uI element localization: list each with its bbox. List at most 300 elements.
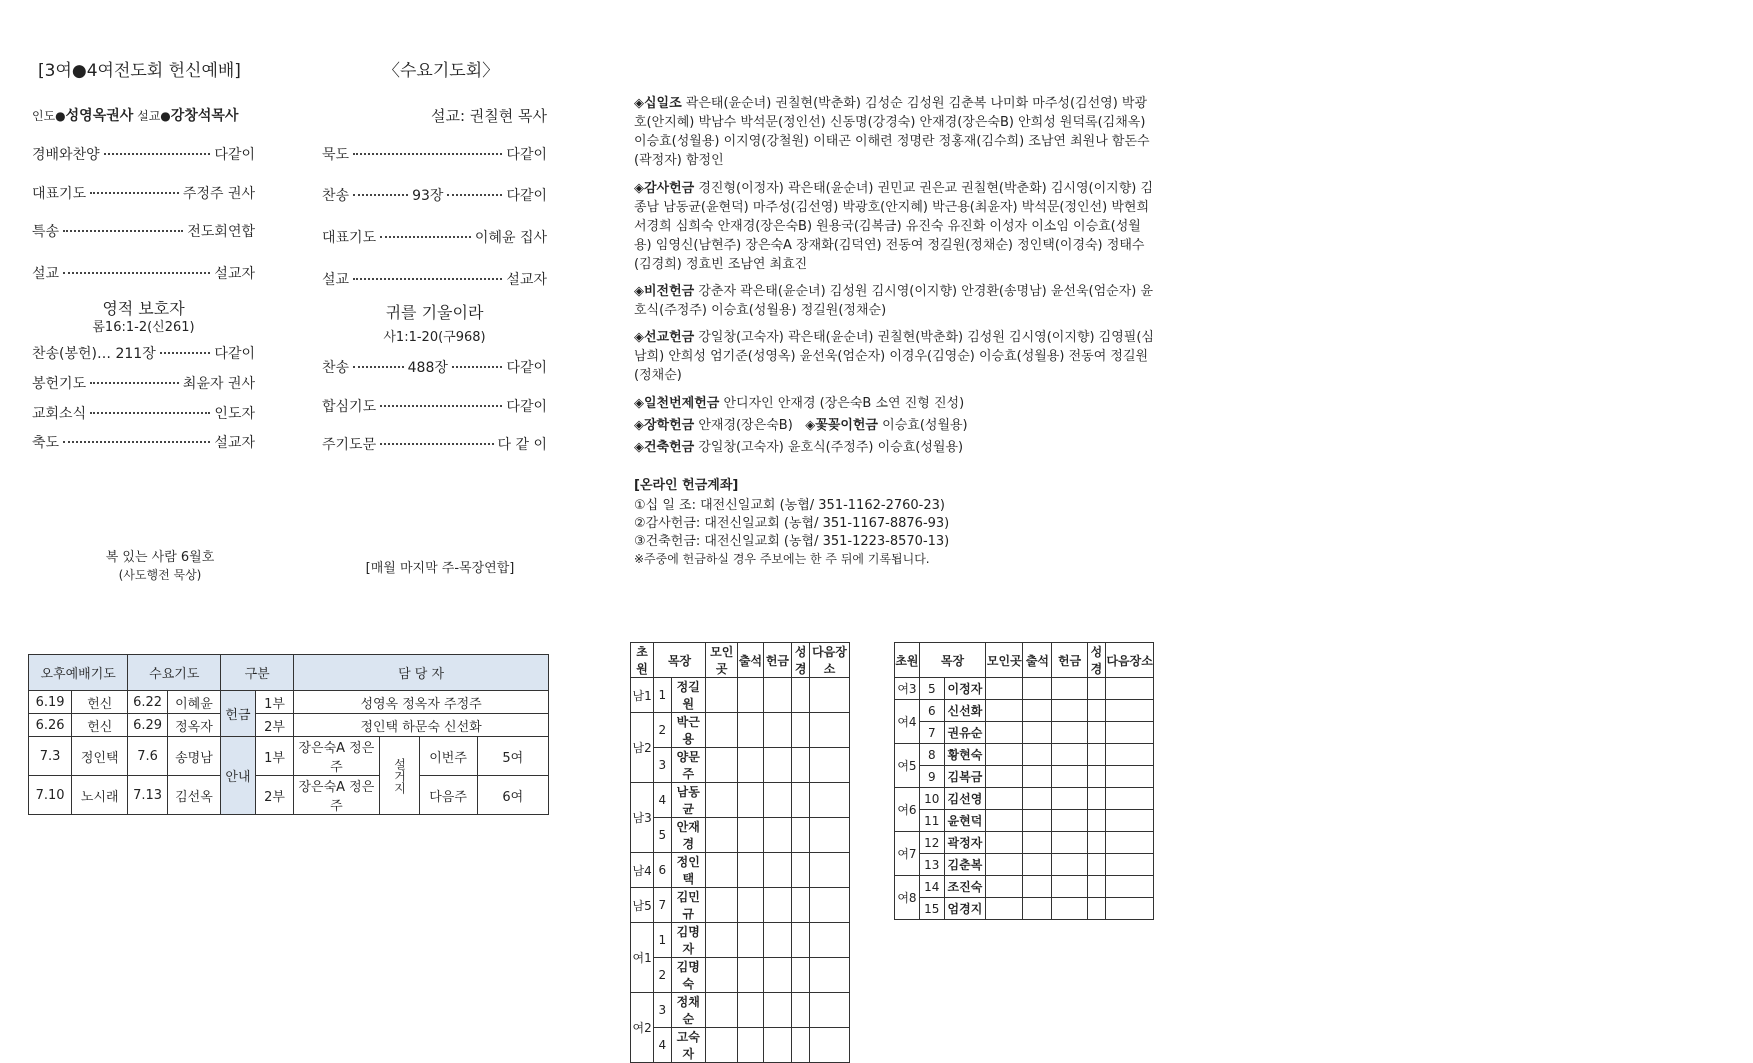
leader-name-cell: 김명숙 (671, 958, 705, 993)
offering-names: 경진형(이정자) 곽은태(윤순녀) 권민교 권은교 권칠현(박춘화) 김시영(이지향) 김종남 남동균(윤현덕) 마주성(김선영) 박광호(안지혜) 박근용(최윤자) 박석문(정인선) 박현희 서경희 심희숙 안재경(장은숙B) 원용국(김복금) 유진숙 유진화 이성자 이소임 이승효(성월용) 임영신(남현주) 장은숙A 장재화(김덕연) 전동여 정길원(정채순) 정인택(이경숙) 정태수(김경희) 정효빈 조남연 최효진 (634, 181, 1154, 272)
header-cell-group: 목장 (919, 643, 985, 678)
blank-entry-cell (1023, 700, 1052, 722)
blank-entry-cell (809, 1028, 849, 1063)
order-row (32, 183, 255, 203)
blank-entry-cell (1087, 854, 1106, 876)
table-row (631, 993, 850, 1028)
blank-entry-cell (705, 818, 738, 853)
group-number-cell: 3 (654, 748, 671, 783)
offering-scholarship (634, 416, 1154, 435)
sermon-name: 강창석목사 (170, 108, 239, 124)
blank-entry-cell (738, 993, 763, 1028)
blank-entry-cell (738, 1028, 763, 1063)
order-label: 봉헌기도 (32, 376, 87, 392)
table-row (895, 876, 1154, 898)
wednesday-sermon-title: 귀를 기울이라 (385, 303, 484, 322)
table-row (631, 888, 850, 923)
date-cell: 7.10 (29, 776, 72, 815)
group-number-cell: 9 (919, 766, 944, 788)
blank-entry-cell (792, 1028, 810, 1063)
region-cell: 여7 (895, 832, 920, 876)
leader-name-cell: 박근용 (671, 713, 705, 748)
blank-entry-cell (1052, 788, 1087, 810)
order-value: 최윤자 권사 (182, 376, 255, 392)
blank-entry-cell (809, 713, 849, 748)
header-next-place: 다음장소 (809, 643, 849, 678)
order-row (32, 263, 255, 283)
attendance-body-right (895, 678, 1154, 920)
offering-names: 안디자인 안재경 (장은숙B 소연 진형 진성) (723, 396, 965, 411)
sermon-title: 영적 보호자 (102, 299, 185, 318)
table-row (895, 766, 1154, 788)
online-account: ③건축헌금: 대전신일교회 (농협/ 351-1223-8570-13) (634, 534, 950, 549)
region-cell: 남1 (631, 678, 654, 713)
table-row (631, 678, 850, 713)
order-label: 찬송 (322, 360, 350, 376)
order-row (32, 403, 255, 423)
staff-cell: 성영옥 정옥자 주정주 (294, 691, 549, 714)
blank-entry-cell (792, 888, 810, 923)
group-number-cell: 1 (654, 923, 671, 958)
blank-entry-cell (738, 678, 763, 713)
order-row (322, 396, 547, 416)
blank-entry-cell (1106, 766, 1154, 788)
leader-name-cell: 김명자 (671, 923, 705, 958)
blank-entry-cell (809, 853, 849, 888)
order-value: 다같이 (506, 399, 547, 415)
blank-entry-cell (1052, 678, 1087, 700)
table-row (895, 898, 1154, 920)
table-row (29, 691, 549, 714)
group-number-cell: 4 (654, 1028, 671, 1063)
blank-entry-cell (705, 888, 738, 923)
blank-entry-cell (792, 713, 810, 748)
blank-entry-cell (738, 783, 763, 818)
blank-entry-cell (763, 888, 792, 923)
leader-dots (63, 441, 210, 443)
header-region: 초원 (631, 643, 654, 678)
header-bible: 성경 (792, 643, 810, 678)
order-value: 이혜윤 집사 (474, 230, 547, 246)
order-row (322, 227, 547, 247)
offering-names: 이승효(성월용) (882, 418, 968, 433)
blank-entry-cell (986, 678, 1023, 700)
online-note: ※주중에 헌금하실 경우 주보에는 한 주 뒤에 기록됩니다. (634, 552, 930, 566)
group-number-cell: 13 (919, 854, 944, 876)
header-staff: 담 당 자 (294, 655, 549, 691)
online-account: ②감사헌금: 대전신일교회 (농협/ 351-1167-8876-93) (634, 516, 950, 531)
name-cell: 송명남 (167, 737, 220, 776)
header-next-place: 다음장소 (1106, 643, 1154, 678)
region-cell: 여8 (895, 876, 920, 920)
offering-tithe (634, 94, 1154, 170)
region-cell: 여4 (895, 700, 920, 744)
blank-entry-cell (809, 818, 849, 853)
group-number-cell: 6 (919, 700, 944, 722)
blank-entry-cell (986, 898, 1023, 920)
blank-entry-cell (1087, 832, 1106, 854)
blank-entry-cell (763, 783, 792, 818)
group-number-cell: 2 (654, 713, 671, 748)
blank-entry-cell (1106, 876, 1154, 898)
blank-entry-cell (1023, 678, 1052, 700)
blank-entry-cell (792, 818, 810, 853)
group-number-cell: 7 (919, 722, 944, 744)
online-accounts-title: [온라인 헌금계좌] (634, 478, 739, 493)
wednesday-service-title: 〈수요기도회〉 (383, 61, 500, 81)
leader-name-cell: 권유순 (944, 722, 985, 744)
blank-entry-cell (1087, 722, 1106, 744)
table-row (631, 713, 850, 748)
order-value: 전도회연합 (187, 224, 255, 240)
blank-entry-cell (1087, 744, 1106, 766)
blank-entry-cell (705, 923, 738, 958)
order-value: 설교자 (506, 272, 547, 288)
group-number-cell: 4 (654, 783, 671, 818)
offering-label: ◈선교헌금 (634, 330, 695, 345)
table-row (631, 853, 850, 888)
blank-entry-cell (705, 783, 738, 818)
order-value: 주정주 권사 (182, 186, 255, 202)
group-cell: 5여 (477, 737, 548, 776)
part-cell: 1부 (255, 737, 293, 776)
blank-entry-cell (705, 748, 738, 783)
offering-label: ◈일천번제헌금 (634, 396, 720, 411)
blank-entry-cell (986, 722, 1023, 744)
header-afternoon-prayer: 오후예배기도 (29, 655, 128, 691)
staff-cell: 장은숙A 정은주 (294, 737, 379, 776)
blank-entry-cell (986, 876, 1023, 898)
order-row (322, 185, 547, 205)
leader-dots (104, 153, 211, 155)
blank-entry-cell (1106, 898, 1154, 920)
header-offering: 헌금 (1052, 643, 1087, 678)
header-wednesday-prayer: 수요기도 (128, 655, 221, 691)
order-row (322, 434, 547, 454)
blank-entry-cell (986, 832, 1023, 854)
blank-entry-cell (1023, 854, 1052, 876)
offering-mission (634, 328, 1154, 385)
region-cell: 여2 (631, 993, 654, 1063)
hymn-number: 488장 (407, 360, 448, 376)
blank-entry-cell (1087, 898, 1106, 920)
blank-entry-cell (792, 853, 810, 888)
offering-names: 안재경(장은숙B) (698, 418, 793, 433)
table-row (895, 832, 1154, 854)
blank-entry-cell (1106, 722, 1154, 744)
group-number-cell: 3 (654, 993, 671, 1028)
devotional-title: 복 있는 사람 6월호 (105, 550, 215, 565)
sermon-reference: 롬16:1-2(신261) (92, 320, 195, 335)
blank-entry-cell (1052, 700, 1087, 722)
group-number-cell: 12 (919, 832, 944, 854)
table-row (29, 714, 549, 737)
leader-name-cell: 양문주 (671, 748, 705, 783)
blank-entry-cell (1052, 832, 1087, 854)
table-row (631, 748, 850, 783)
name-cell: 헌신 (72, 714, 128, 737)
group-number-cell: 1 (654, 678, 671, 713)
leader-dots (90, 412, 210, 414)
leader-dots (90, 192, 179, 194)
blank-entry-cell (1023, 832, 1052, 854)
blank-entry-cell (986, 700, 1023, 722)
date-cell: 6.26 (29, 714, 72, 737)
order-label: 대표기도 (322, 230, 377, 246)
order-label: 경배와찬양 (32, 147, 100, 163)
blank-entry-cell (1106, 744, 1154, 766)
date-cell: 7.6 (128, 737, 167, 776)
table-row (895, 854, 1154, 876)
blank-entry-cell (1087, 766, 1106, 788)
blank-entry-cell (1023, 722, 1052, 744)
blank-entry-cell (809, 783, 849, 818)
blank-entry-cell (763, 1028, 792, 1063)
wednesday-preacher: 설교: 권칠현 목사 (430, 107, 547, 125)
order-label: 묵도 (322, 147, 350, 163)
table-row (631, 923, 850, 958)
blank-entry-cell (1023, 766, 1052, 788)
table-row (631, 818, 850, 853)
blank-entry-cell (809, 923, 849, 958)
lead-label: 인도● (32, 109, 66, 123)
leader-name-cell: 조진숙 (944, 876, 985, 898)
blank-entry-cell (1052, 898, 1087, 920)
duty-schedule-table (28, 654, 549, 815)
header-region: 초원 (895, 643, 920, 678)
name-cell: 노시래 (72, 776, 128, 815)
order-row (322, 144, 547, 164)
blank-entry-cell (763, 678, 792, 713)
blank-entry-cell (763, 713, 792, 748)
leader-name-cell: 안재경 (671, 818, 705, 853)
blank-entry-cell (705, 713, 738, 748)
blank-entry-cell (809, 993, 849, 1028)
blank-entry-cell (763, 818, 792, 853)
header-bible: 성경 (1087, 643, 1106, 678)
order-value: 다같이 (506, 147, 547, 163)
leader-name-cell: 고숙자 (671, 1028, 705, 1063)
blank-entry-cell (1106, 678, 1154, 700)
category-offering: 헌금 (221, 691, 256, 737)
header-category: 구분 (221, 655, 294, 691)
blank-entry-cell (1106, 832, 1154, 854)
leader-name-cell: 남동균 (671, 783, 705, 818)
date-cell: 6.22 (128, 691, 167, 714)
week-cell: 다음주 (419, 776, 477, 815)
blank-entry-cell (1087, 678, 1106, 700)
blank-entry-cell (1023, 744, 1052, 766)
table-row (895, 788, 1154, 810)
order-label: 교회소식 (32, 406, 87, 422)
blank-entry-cell (763, 958, 792, 993)
offering-names: 강일창(고숙자) 윤호식(주정주) 이승효(성월용) (698, 440, 964, 455)
offering-building (634, 438, 1154, 457)
offering-vision (634, 282, 1154, 320)
dishwashing-label: 설거지 (379, 737, 419, 815)
blank-entry-cell (1052, 722, 1087, 744)
blank-entry-cell (1052, 744, 1087, 766)
order-value: 다같이 (506, 188, 548, 204)
region-cell: 여6 (895, 788, 920, 832)
blank-entry-cell (738, 748, 763, 783)
leader-dots (63, 230, 183, 232)
staff-cell: 정인택 하문숙 신선화 (294, 714, 549, 737)
header-offering: 헌금 (763, 643, 792, 678)
blank-entry-cell (763, 923, 792, 958)
table-row (631, 958, 850, 993)
name-cell: 정인택 (72, 737, 128, 776)
date-cell: 6.29 (128, 714, 167, 737)
monthly-note: [매월 마지막 주-목장연합] (365, 561, 515, 576)
blank-entry-cell (986, 744, 1023, 766)
blank-entry-cell (809, 888, 849, 923)
leader-name-cell: 정길원 (671, 678, 705, 713)
order-value: 다같이 (214, 346, 255, 362)
blank-entry-cell (1087, 810, 1106, 832)
offering-label: ◈감사헌금 (634, 181, 695, 196)
region-cell: 여3 (895, 678, 920, 700)
region-cell: 남5 (631, 888, 654, 923)
leader-name-cell: 정인택 (671, 853, 705, 888)
name-cell: 김선옥 (167, 776, 220, 815)
part-cell: 1부 (255, 691, 293, 714)
blank-entry-cell (809, 678, 849, 713)
blank-entry-cell (1023, 810, 1052, 832)
leader-name-cell: 엄경지 (944, 898, 985, 920)
blank-entry-cell (705, 958, 738, 993)
blank-entry-cell (738, 888, 763, 923)
table-row (895, 744, 1154, 766)
order-value: 인도자 (214, 406, 255, 422)
name-cell: 정옥자 (167, 714, 220, 737)
order-row (32, 432, 255, 452)
blank-entry-cell (1052, 876, 1087, 898)
offering-label: ◈십일조 (634, 96, 682, 111)
table-row (631, 1028, 850, 1063)
group-number-cell: 10 (919, 788, 944, 810)
leader-dots (90, 382, 179, 384)
order-label: 축도 (32, 435, 60, 451)
blank-entry-cell (792, 783, 810, 818)
offering-names: 강일창(고숙자) 곽은태(윤순녀) 권칠현(박춘화) 김성원 김시영(이지향) 김영필(심남희) 안희성 엄기준(성영옥) 윤선욱(엄순자) 이경우(김영순) 이승효(성월용) 전동여 정길원(정채순) (634, 330, 1154, 383)
order-label: 주기도문 (322, 437, 377, 453)
leader-dots (452, 366, 503, 368)
blank-entry-cell (792, 678, 810, 713)
table-row (29, 776, 549, 815)
blank-entry-cell (986, 766, 1023, 788)
order-value: 다같이 (506, 360, 548, 376)
group-number-cell: 14 (919, 876, 944, 898)
online-account: ①십 일 조: 대전신일교회 (농협/ 351-1162-2760-23) (634, 498, 945, 513)
date-cell: 7.3 (29, 737, 72, 776)
name-cell: 헌신 (72, 691, 128, 714)
leader-name-cell: 신선화 (944, 700, 985, 722)
blank-entry-cell (705, 678, 738, 713)
header-attendance: 출석 (1023, 643, 1052, 678)
leader-dots (380, 236, 471, 238)
header-place: 모인곳 (705, 643, 738, 678)
blank-entry-cell (705, 993, 738, 1028)
blank-entry-cell (809, 748, 849, 783)
attendance-table-left (630, 642, 850, 1063)
group-number-cell: 15 (919, 898, 944, 920)
order-row (322, 269, 547, 289)
date-cell: 7.13 (128, 776, 167, 815)
leader-name-cell: 윤현덕 (944, 810, 985, 832)
leader-dots (353, 194, 408, 196)
order-label: 설교 (322, 272, 350, 288)
blank-entry-cell (1106, 854, 1154, 876)
blank-entry-cell (1106, 700, 1154, 722)
group-number-cell: 5 (654, 818, 671, 853)
blank-entry-cell (1087, 700, 1106, 722)
table-row (895, 722, 1154, 744)
blank-entry-cell (738, 818, 763, 853)
order-value: 설교자 (214, 266, 255, 282)
blank-entry-cell (792, 958, 810, 993)
lead-name: 성영옥권사 (65, 108, 134, 124)
leaders-line (32, 105, 238, 125)
region-cell: 남4 (631, 853, 654, 888)
staff-cell: 장은숙A 정은주 (294, 776, 379, 815)
region-cell: 여1 (631, 923, 654, 993)
name-cell: 이혜윤 (167, 691, 220, 714)
region-cell: 남2 (631, 713, 654, 783)
leader-dots (160, 352, 211, 354)
week-cell: 이번주 (419, 737, 477, 776)
header-place: 모인곳 (986, 643, 1023, 678)
offering-label: ◈건축헌금 (634, 440, 695, 455)
leader-name-cell: 정채순 (671, 993, 705, 1028)
leader-name-cell: 이정자 (944, 678, 985, 700)
order-label: 찬송 (322, 188, 350, 204)
blank-entry-cell (763, 748, 792, 783)
leader-dots (447, 194, 502, 196)
blank-entry-cell (1087, 876, 1106, 898)
hymn-number: 93장 (412, 188, 444, 204)
table-row (895, 810, 1154, 832)
category-usher: 안내 (221, 737, 256, 815)
order-row (322, 357, 547, 377)
leader-name-cell: 곽정자 (944, 832, 985, 854)
leader-dots (380, 405, 502, 407)
order-row (32, 144, 255, 164)
blank-entry-cell (705, 853, 738, 888)
order-label: 찬송(봉헌)… 211장 (32, 346, 156, 362)
order-value: 설교자 (214, 435, 255, 451)
blank-entry-cell (738, 713, 763, 748)
offering-thanks (634, 179, 1154, 274)
afternoon-service-title: [3여●4여전도회 헌신예배] (38, 61, 241, 81)
group-number-cell: 8 (919, 744, 944, 766)
offering-names: 강춘자 곽은태(윤순녀) 김성원 김시영(이지향) 안경환(송명남) 윤선욱(엄순자) 윤호식(주정주) 이승효(성월용) 정길원(정채순) (634, 284, 1154, 318)
blank-entry-cell (738, 853, 763, 888)
blank-entry-cell (1052, 766, 1087, 788)
leader-dots (63, 272, 210, 274)
blank-entry-cell (986, 854, 1023, 876)
blank-entry-cell (705, 1028, 738, 1063)
blank-entry-cell (1052, 810, 1087, 832)
wednesday-sermon-reference: 사1:1-20(구968) (383, 330, 486, 345)
table-row (895, 678, 1154, 700)
table-row (29, 737, 549, 776)
blank-entry-cell (792, 748, 810, 783)
blank-entry-cell (1106, 810, 1154, 832)
blank-entry-cell (1023, 876, 1052, 898)
group-cell: 6여 (477, 776, 548, 815)
order-label: 대표기도 (32, 186, 87, 202)
